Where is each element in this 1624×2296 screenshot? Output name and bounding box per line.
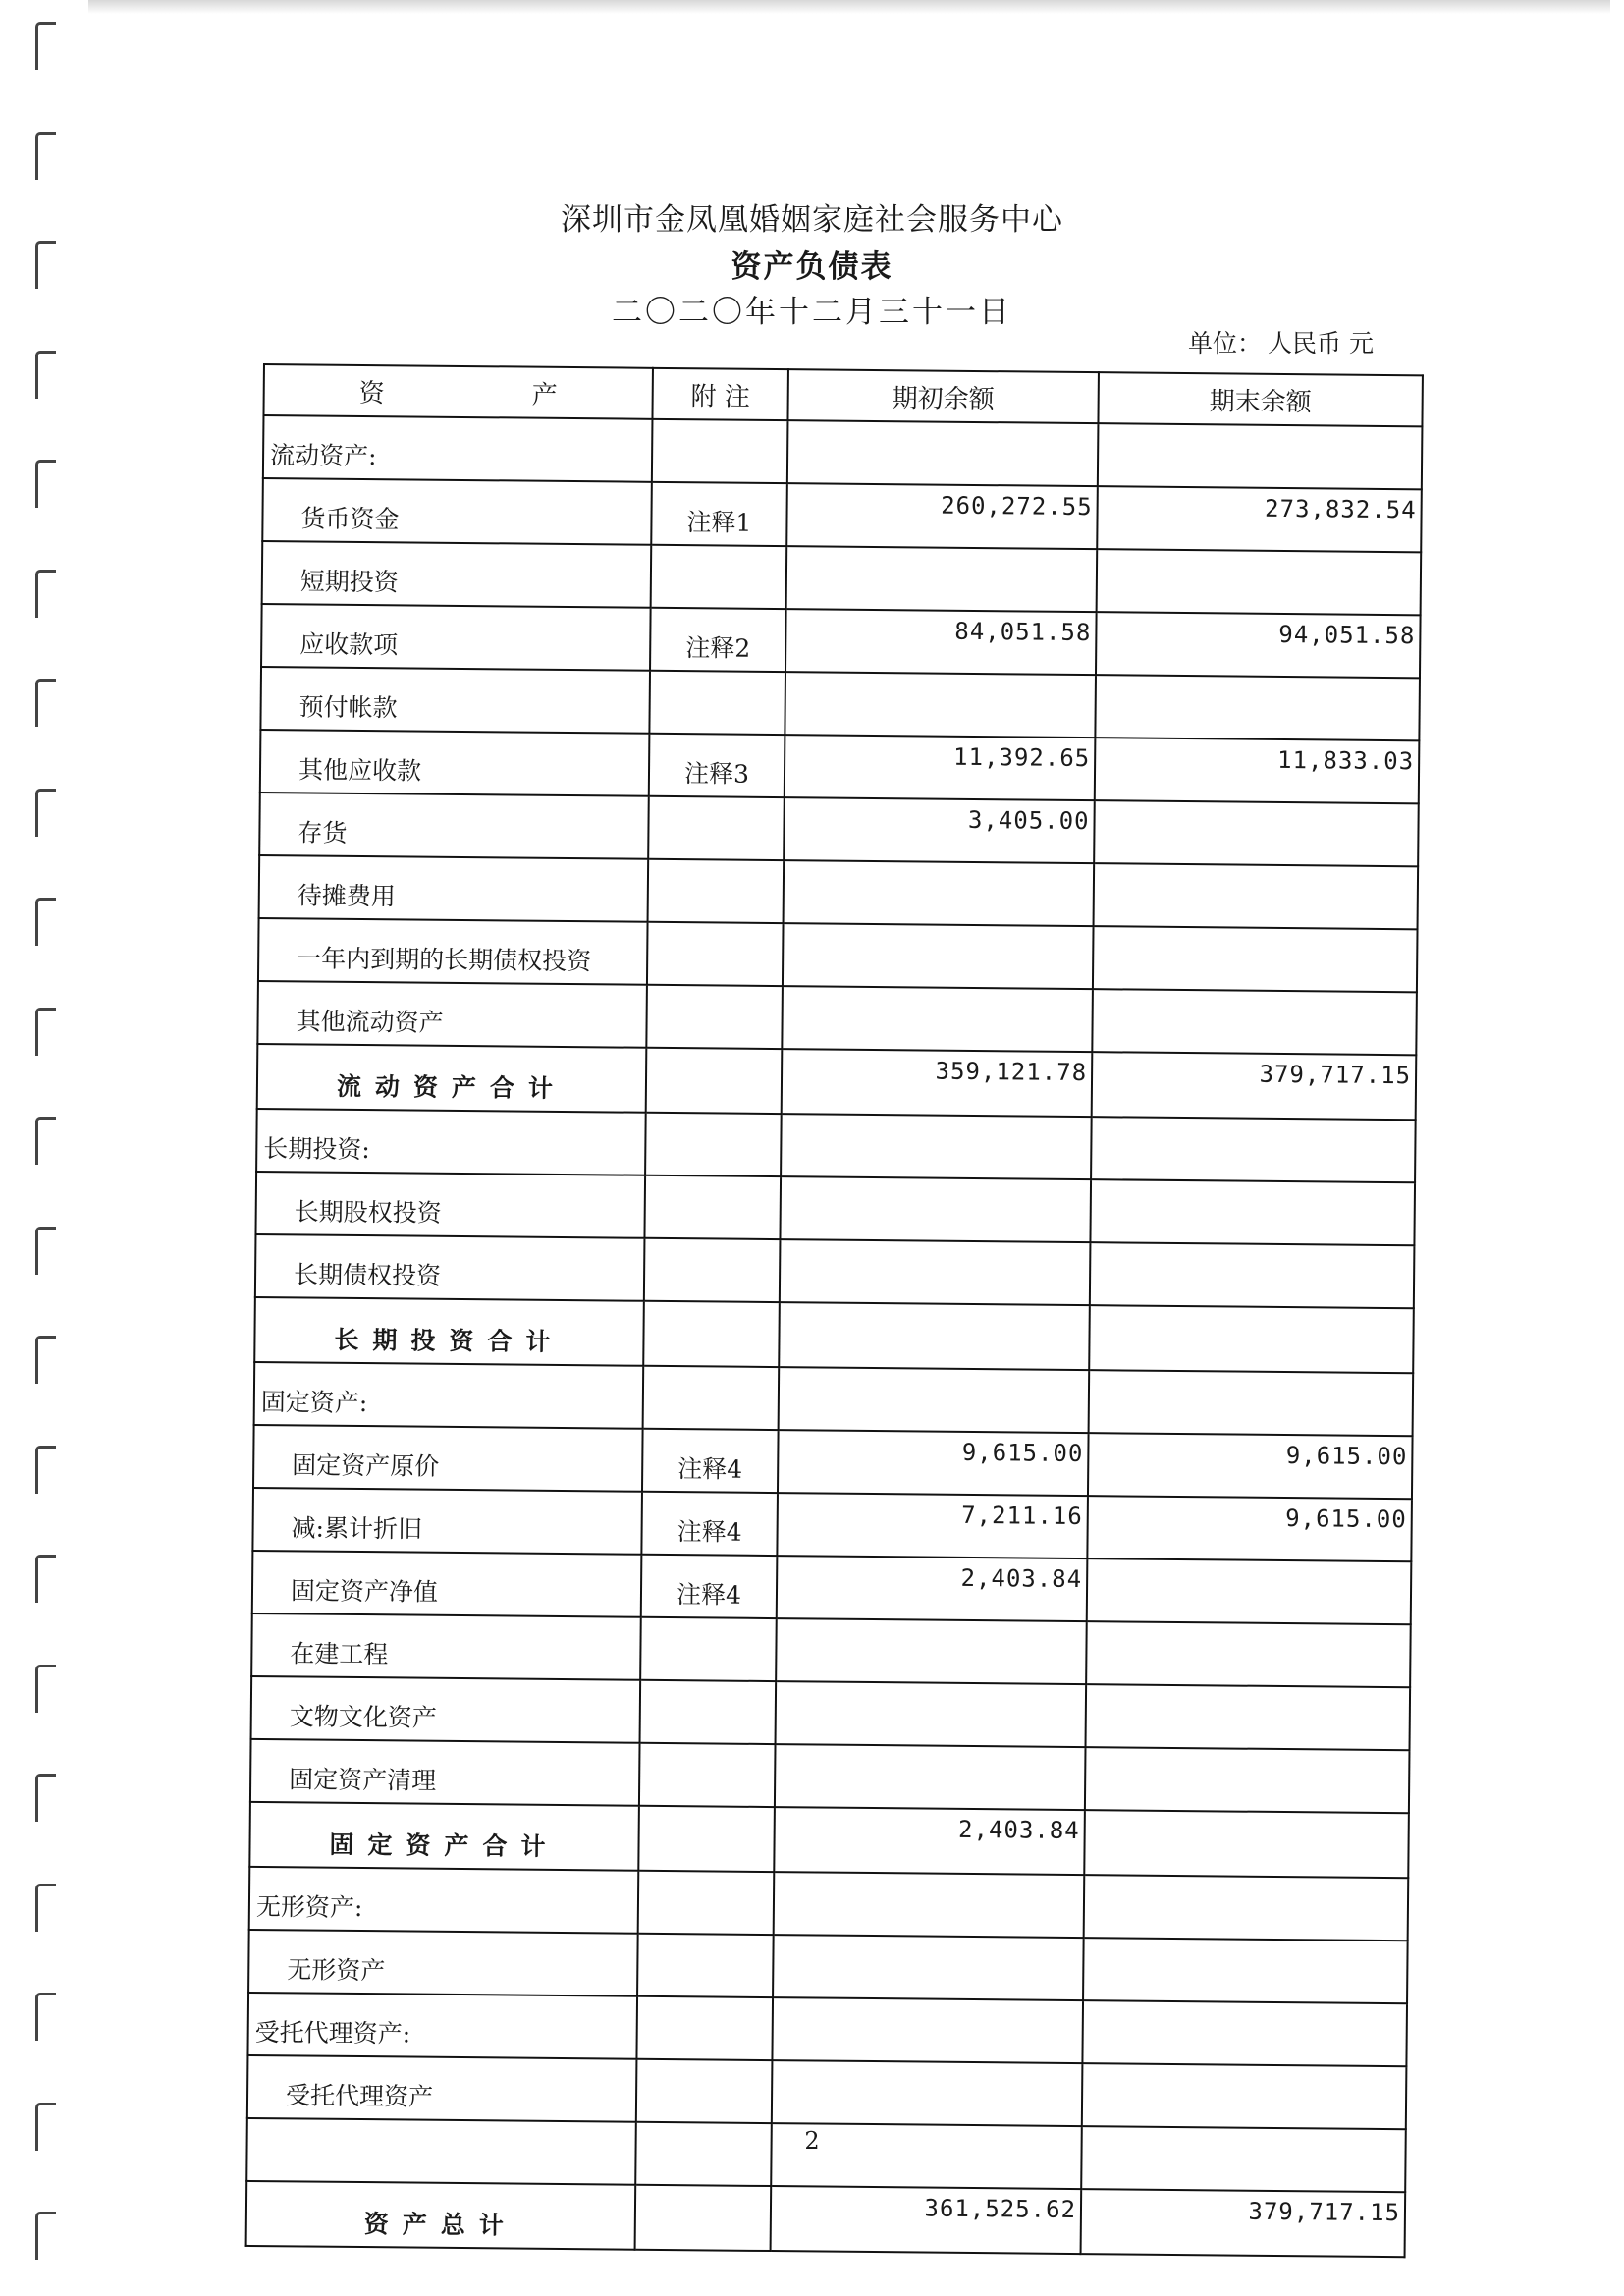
row-label: 存货 xyxy=(259,793,649,859)
row-closing-balance xyxy=(1097,549,1422,615)
row-note xyxy=(638,1871,775,1935)
row-opening-balance xyxy=(785,672,1096,738)
header-note: 附 注 xyxy=(652,368,787,420)
row-opening-balance xyxy=(783,923,1094,989)
row-note xyxy=(635,2185,772,2251)
table-row xyxy=(257,1044,1417,1120)
row-note: 注释2 xyxy=(650,608,786,672)
table-row xyxy=(247,1993,1407,2066)
binding-hole xyxy=(35,1446,56,1494)
table-row xyxy=(255,1172,1415,1245)
row-note xyxy=(643,1366,780,1430)
binding-hole xyxy=(35,132,56,180)
table-row xyxy=(256,1109,1416,1182)
row-note: 注释1 xyxy=(651,482,787,546)
binding-hole xyxy=(35,1884,56,1932)
row-note xyxy=(651,545,787,609)
row-opening-balance xyxy=(787,420,1099,486)
binding-hole xyxy=(35,898,56,946)
table-row xyxy=(258,918,1418,992)
row-label: 长期股权投资 xyxy=(255,1172,645,1238)
row-note xyxy=(652,419,788,483)
row-label: 无形资产 xyxy=(248,1930,638,1996)
row-opening-balance: 9,615.00 xyxy=(778,1430,1089,1496)
binding-hole xyxy=(35,460,56,508)
row-closing-balance xyxy=(1084,1810,1409,1878)
row-label: 预付帐款 xyxy=(260,667,650,734)
row-label: 固定资产净值 xyxy=(252,1551,642,1617)
row-note xyxy=(647,922,784,986)
row-closing-balance xyxy=(1094,863,1419,929)
table-row xyxy=(260,667,1420,740)
row-label: 固定资产清理 xyxy=(250,1739,640,1806)
row-note xyxy=(644,1238,781,1302)
row-label: 文物文化资产 xyxy=(251,1676,641,1743)
unit-value: 人民币 元 xyxy=(1268,329,1374,357)
row-opening-balance xyxy=(780,1239,1091,1305)
report-title: 资产负债表 xyxy=(731,249,893,285)
row-closing-balance xyxy=(1095,675,1420,740)
row-closing-balance: 379,717.15 xyxy=(1092,1052,1417,1120)
row-closing-balance: 9,615.00 xyxy=(1088,1433,1413,1499)
row-opening-balance xyxy=(784,860,1095,926)
table-row xyxy=(247,2055,1407,2129)
table-row xyxy=(249,1802,1409,1878)
row-opening-balance xyxy=(780,1176,1091,1242)
table-row xyxy=(262,541,1422,615)
row-note xyxy=(646,985,783,1049)
row-label: 减:累计折旧 xyxy=(252,1488,642,1555)
row-label: 流动资产合计 xyxy=(257,1044,647,1113)
row-opening-balance: 7,211.16 xyxy=(777,1493,1088,1558)
row-opening-balance: 84,051.58 xyxy=(785,609,1097,675)
row-label: 应收款项 xyxy=(261,604,651,671)
binding-hole xyxy=(35,1008,56,1056)
header-opening-balance: 期初余额 xyxy=(787,369,1098,423)
table-row xyxy=(253,1425,1413,1499)
row-label: 一年内到期的长期债权投资 xyxy=(258,918,648,985)
row-note xyxy=(640,1617,777,1681)
row-note xyxy=(646,1048,783,1114)
table-row xyxy=(249,1867,1409,1941)
balance-sheet-table xyxy=(245,363,1424,2258)
row-closing-balance: 273,832.54 xyxy=(1097,486,1422,552)
row-closing-balance xyxy=(1084,1875,1409,1941)
table-row xyxy=(248,1930,1408,2003)
row-closing-balance: 379,717.15 xyxy=(1081,2189,1406,2257)
table-row xyxy=(259,855,1419,929)
table-row xyxy=(251,1676,1411,1750)
table-row xyxy=(255,1234,1415,1308)
row-label: 货币资金 xyxy=(262,478,652,545)
row-opening-balance xyxy=(776,1681,1087,1747)
binding-hole xyxy=(35,1555,56,1603)
scan-edge-shadow xyxy=(88,0,1610,14)
row-opening-balance xyxy=(772,1997,1083,2063)
table-body xyxy=(246,415,1423,2257)
row-opening-balance: 361,525.62 xyxy=(771,2186,1082,2254)
binding-holes xyxy=(0,0,88,2296)
page-number: 2 xyxy=(804,2127,820,2155)
row-label: 流动资产: xyxy=(263,415,653,482)
row-opening-balance xyxy=(786,546,1098,612)
row-label: 受托代理资产 xyxy=(247,2055,637,2122)
table-row xyxy=(257,981,1417,1055)
row-label: 资产总计 xyxy=(246,2181,636,2250)
binding-hole xyxy=(35,570,56,618)
currency-unit xyxy=(1188,324,1374,359)
row-note xyxy=(639,1743,776,1807)
header-asset-char-2: 产 xyxy=(531,380,558,410)
row-closing-balance xyxy=(1085,1747,1410,1813)
binding-hole xyxy=(35,1774,56,1822)
row-note xyxy=(649,671,785,735)
row-closing-balance xyxy=(1090,1179,1415,1245)
row-note xyxy=(636,2059,773,2123)
row-opening-balance: 2,403.84 xyxy=(777,1556,1088,1621)
row-note xyxy=(638,1806,775,1872)
row-closing-balance xyxy=(1086,1684,1411,1750)
row-opening-balance xyxy=(775,1744,1086,1810)
row-label: 长期投资: xyxy=(256,1109,646,1175)
table-row xyxy=(262,478,1422,552)
table-row xyxy=(254,1297,1414,1373)
row-closing-balance xyxy=(1083,1938,1408,2003)
row-label: 无形资产: xyxy=(249,1867,639,1934)
row-label: 其他应收款 xyxy=(260,730,650,796)
row-opening-balance: 3,405.00 xyxy=(784,797,1095,863)
row-closing-balance xyxy=(1092,989,1417,1055)
row-note: 注释4 xyxy=(641,1492,778,1556)
table-row xyxy=(263,415,1423,489)
row-opening-balance xyxy=(779,1367,1090,1433)
row-opening-balance xyxy=(772,2060,1083,2126)
row-closing-balance xyxy=(1087,1558,1412,1624)
table-row xyxy=(251,1613,1411,1687)
row-closing-balance xyxy=(1098,423,1423,489)
binding-hole xyxy=(35,351,56,399)
row-note xyxy=(640,1680,777,1744)
row-closing-balance xyxy=(1082,2000,1407,2066)
header-asset xyxy=(263,364,652,419)
table-row xyxy=(259,793,1419,866)
row-label: 短期投资 xyxy=(262,541,652,608)
row-closing-balance: 11,833.03 xyxy=(1095,738,1420,803)
row-note xyxy=(636,1996,773,2060)
binding-hole xyxy=(35,679,56,727)
row-opening-balance xyxy=(776,1618,1087,1684)
row-closing-balance xyxy=(1090,1242,1415,1308)
row-label: 固定资产原价 xyxy=(253,1425,643,1492)
row-note xyxy=(645,1113,782,1176)
row-label: 待摊费用 xyxy=(259,855,649,922)
row-closing-balance xyxy=(1086,1621,1411,1687)
row-closing-balance xyxy=(1091,1117,1416,1182)
row-opening-balance xyxy=(782,986,1093,1052)
report-date: 二〇二〇年十二月三十一日 xyxy=(612,295,1012,330)
binding-hole xyxy=(35,1993,56,2041)
row-label: 其他流动资产 xyxy=(257,981,647,1048)
row-opening-balance xyxy=(781,1114,1092,1179)
table-row xyxy=(254,1362,1414,1436)
row-note xyxy=(643,1301,780,1367)
row-label: 长期投资合计 xyxy=(254,1297,644,1366)
row-opening-balance xyxy=(779,1302,1090,1370)
row-opening-balance xyxy=(773,1935,1084,2000)
organization-name: 深圳市金凤凰婚姻家庭社会服务中心 xyxy=(561,202,1063,238)
table-row xyxy=(246,2181,1406,2257)
row-label: 在建工程 xyxy=(251,1613,641,1680)
row-note: 注释4 xyxy=(641,1555,778,1618)
binding-hole xyxy=(35,22,56,70)
row-opening-balance: 11,392.65 xyxy=(785,735,1096,800)
row-note xyxy=(648,859,785,923)
row-note: 注释3 xyxy=(649,734,785,797)
unit-label: 单位： xyxy=(1188,329,1263,357)
row-closing-balance xyxy=(1093,926,1418,992)
row-closing-balance: 94,051.58 xyxy=(1096,612,1421,678)
binding-hole xyxy=(35,1227,56,1275)
header-asset-char-1: 资 xyxy=(358,378,385,409)
table-row xyxy=(250,1739,1410,1813)
row-note xyxy=(637,1934,774,1997)
binding-hole xyxy=(35,1336,56,1384)
table-row xyxy=(252,1488,1412,1561)
row-note: 注释4 xyxy=(642,1429,779,1493)
table-row xyxy=(260,730,1420,803)
row-opening-balance: 260,272.55 xyxy=(786,483,1098,549)
row-closing-balance xyxy=(1094,800,1419,866)
table-row xyxy=(252,1551,1412,1624)
row-closing-balance xyxy=(1089,1370,1414,1436)
row-opening-balance xyxy=(774,1872,1085,1938)
row-label: 固定资产: xyxy=(254,1362,644,1429)
binding-hole xyxy=(35,1665,56,1713)
row-label: 受托代理资产: xyxy=(247,1993,637,2059)
row-note xyxy=(648,796,785,860)
row-label: 固定资产合计 xyxy=(249,1802,639,1871)
row-closing-balance: 9,615.00 xyxy=(1087,1496,1412,1561)
row-closing-balance xyxy=(1082,2063,1407,2129)
row-opening-balance: 2,403.84 xyxy=(774,1807,1085,1875)
binding-hole xyxy=(35,2212,56,2260)
table-row xyxy=(261,604,1421,678)
row-note xyxy=(644,1175,781,1239)
row-opening-balance: 359,121.78 xyxy=(782,1049,1093,1117)
row-closing-balance xyxy=(1089,1305,1414,1373)
header-closing-balance: 期末余额 xyxy=(1098,372,1422,426)
row-label: 长期债权投资 xyxy=(255,1234,645,1301)
binding-hole xyxy=(35,789,56,837)
binding-hole xyxy=(35,1117,56,1165)
